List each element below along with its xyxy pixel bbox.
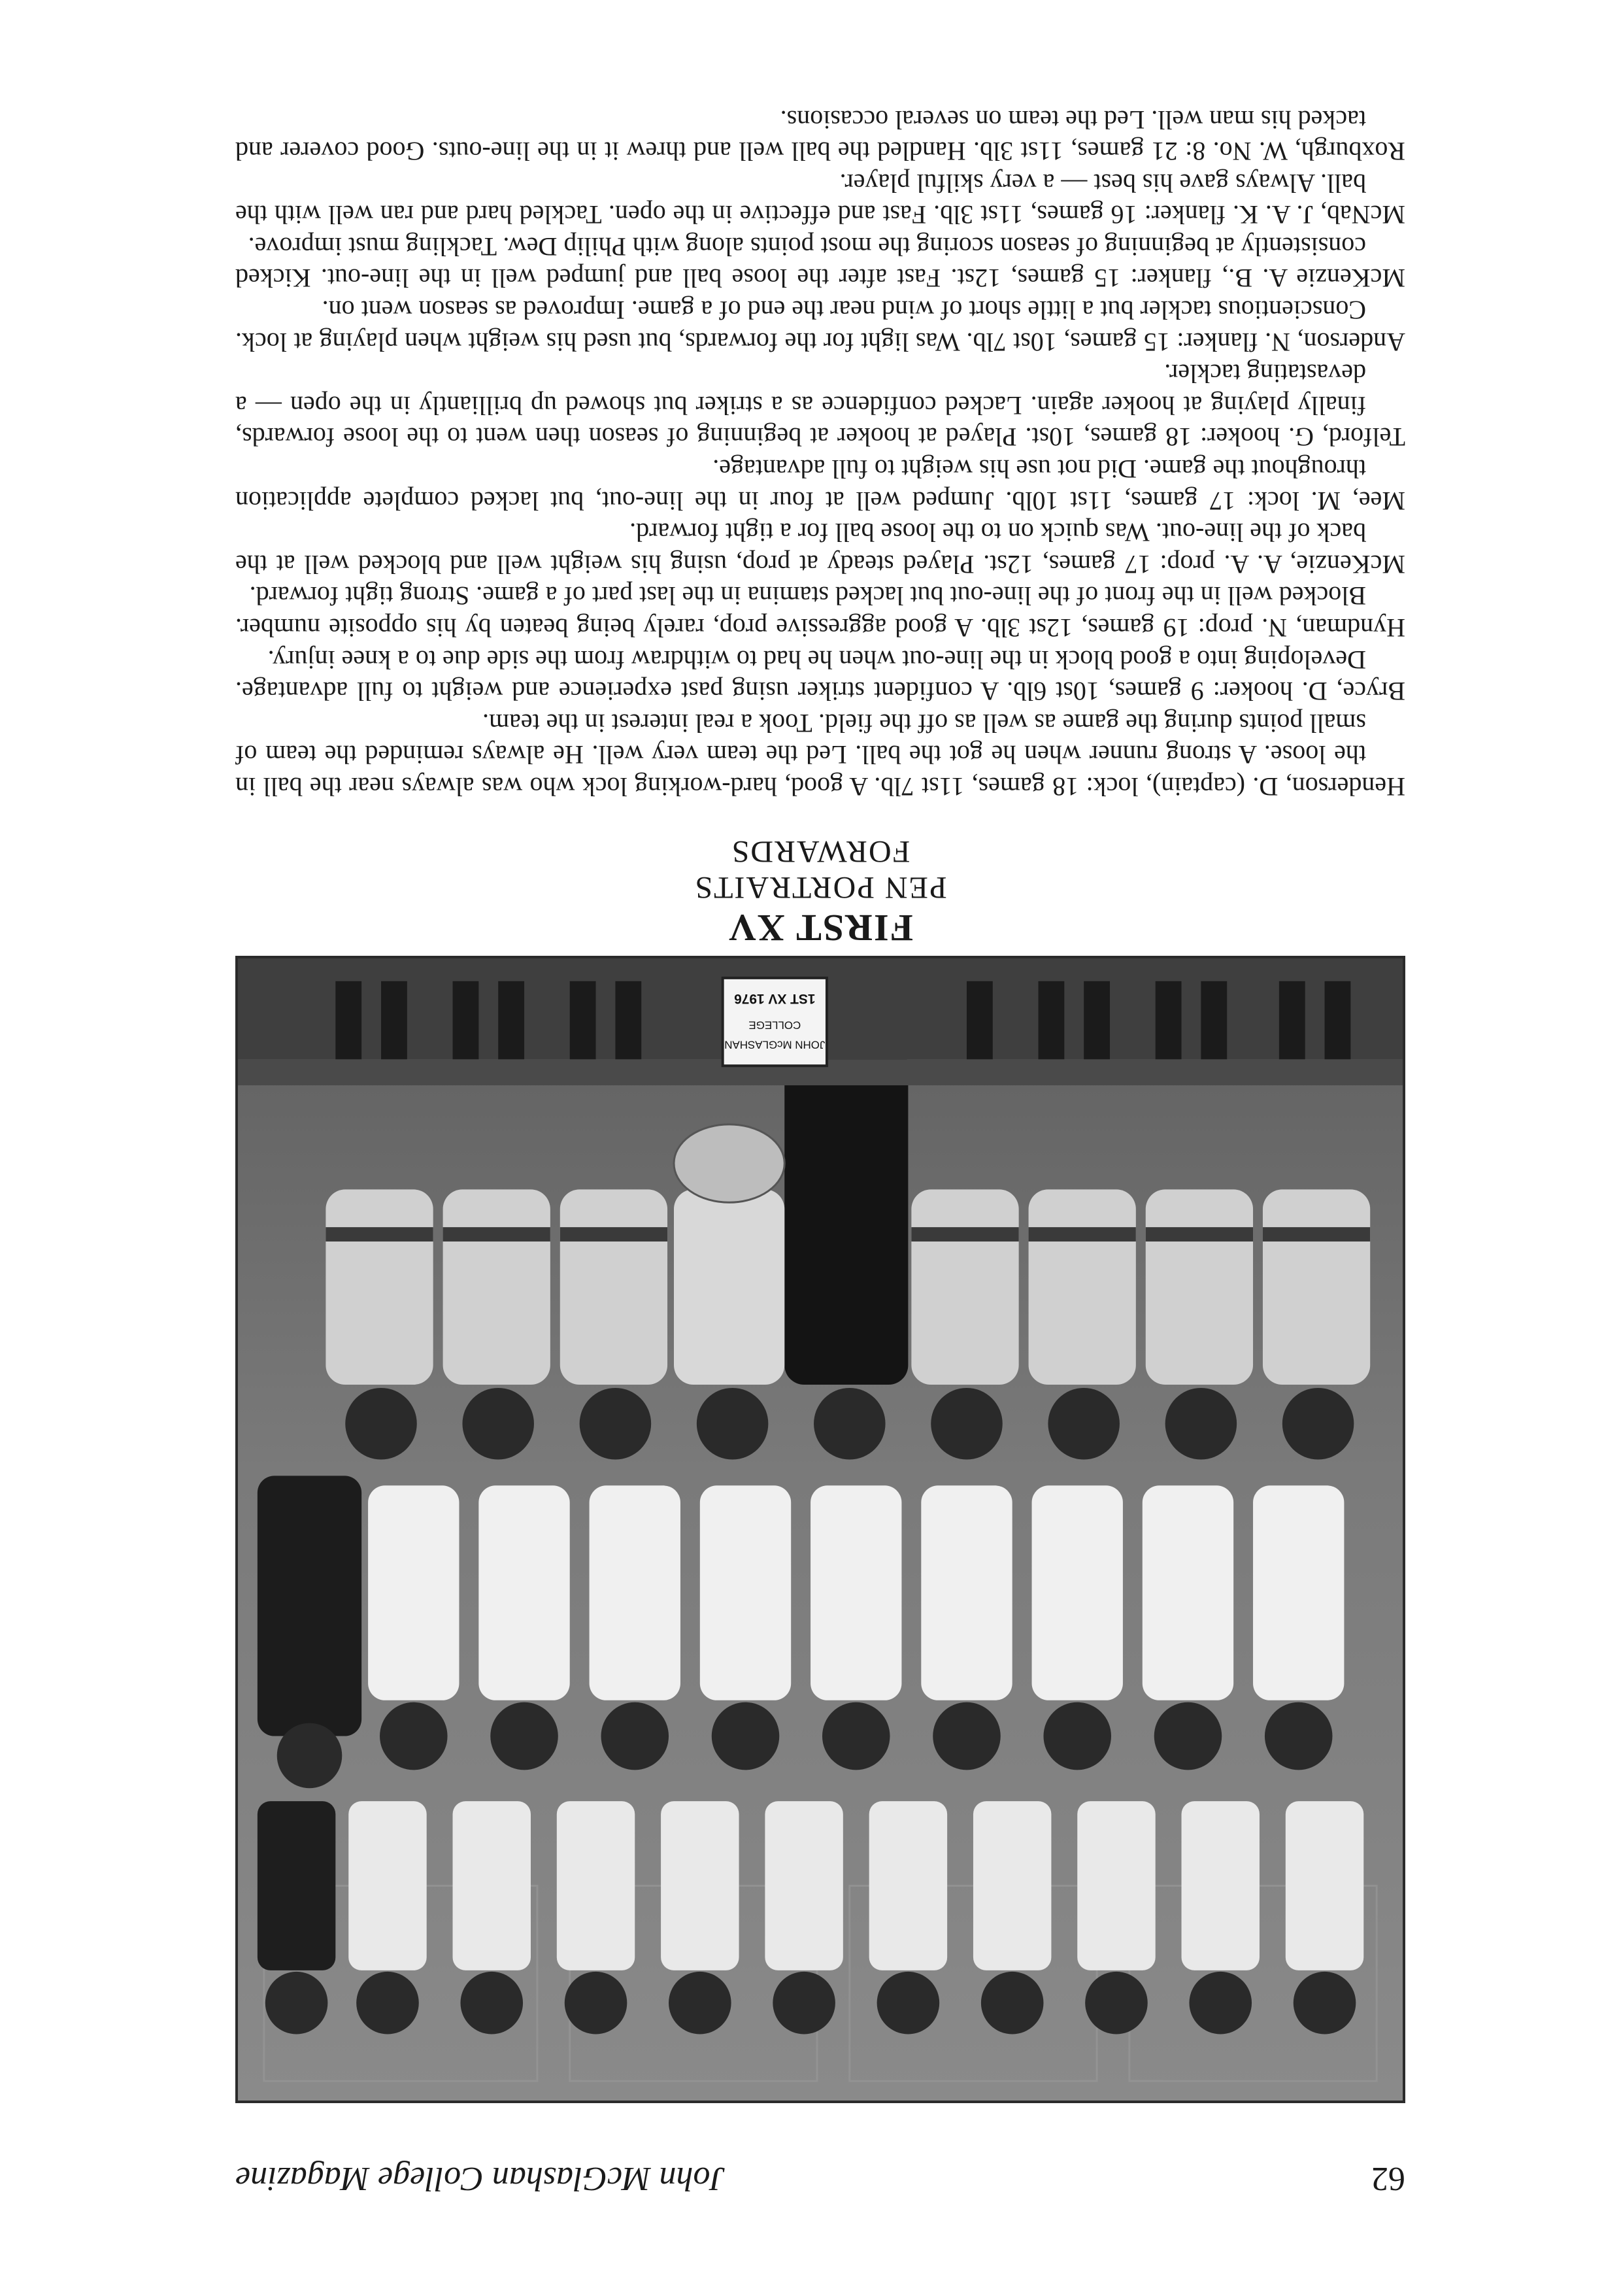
- page-number: 62: [1371, 2160, 1405, 2197]
- section-subheading: FORWARDS: [730, 834, 911, 869]
- placard-line-3: 1ST XV 1976: [734, 990, 816, 1006]
- pen-portraits: [235, 103, 1405, 802]
- portrait-entry: Hyndman, N. prop: 19 games, 12st 3lb. A good aggressive prop, rarely being beaten by his opposite number. Blocked well in the front of the line-out but lacked stamina in the last part of a game. Strong tight forward.: [235, 581, 1405, 643]
- portrait-entry: Telford, G. hooker: 18 games, 10st. Played at hooker at beginning of season then went to the loose forwards, finally playing at hooker again. Lacked confidence as a striker but showed up brilliantly in the open — a devastating tackler.: [235, 359, 1405, 452]
- portrait-entry: Anderson, N. flanker: 15 games, 10st 7lb. Was light for the forwards, but used his weight when playing at lock. Conscientious tackler but a little short of wind near the end of a game. Improved as season went on.: [235, 295, 1405, 357]
- portrait-entry: Mee, M. lock: 17 games, 11st 10lb. Jumped well at four in the line-out, but lacked complete application throughout the game. Did not use his weight to full advantage.: [235, 454, 1405, 516]
- placard-line-2: COLLEGE: [748, 1019, 801, 1032]
- portrait-entry: McNab, J. A. K. flanker: 16 games, 11st 3lb. Fast and effective in the open. Tackled hard and ran well with the ball. Always gave his best — a very skilful player.: [235, 168, 1405, 230]
- section-title: FIRST XV: [727, 907, 914, 949]
- section-subtitle: PEN PORTRAITS: [694, 870, 947, 905]
- portrait-entry: Bryce, D. hooker: 9 games, 10st 6lb. A confident striker using past experience and weight to full advantage. Developing into a good block in the line-out when he had to withdraw from the side due to a knee injury.: [235, 645, 1405, 707]
- portrait-entry: Roxburgh, W. No. 8: 21 games, 11st 3lb. Handled the ball well and threw it in the line-outs. Good coverer and tacked his man well. Led the team on several occasions.: [235, 105, 1405, 167]
- team-photo: [235, 956, 1405, 2103]
- team-photo-image: [238, 958, 1403, 2101]
- section-headings: [235, 834, 1405, 949]
- portrait-entry: McKenzie A. B., flanker: 15 games, 12st. Fast after the loose ball and jumped well in the line-out. Kicked consistently at beginning of season scoring the most points along with Philip Dew. Tackling must improve.: [235, 231, 1405, 294]
- placard-line-1: JOHN McGLASHAN: [724, 1038, 826, 1051]
- portrait-entry: Henderson, D. (captain), lock: 18 games, 11st 7lb. A good, hard-working lock who was always near the ball in the loose. A strong runner when he got the ball. Led the team very well. He always reminded the team of small points during the game as well as off the field. Took a real interest in the team.: [235, 708, 1405, 802]
- running-head: [235, 2139, 1405, 2198]
- portrait-entry: McKenzie, A. A. prop: 17 games, 12st. Played steady at prop, using his weight well and blocked well at the back of the line-out. Was quick on to the loose ball for a tight forward.: [235, 518, 1405, 579]
- magazine-title: John McGlashan College Magazine: [235, 2160, 726, 2197]
